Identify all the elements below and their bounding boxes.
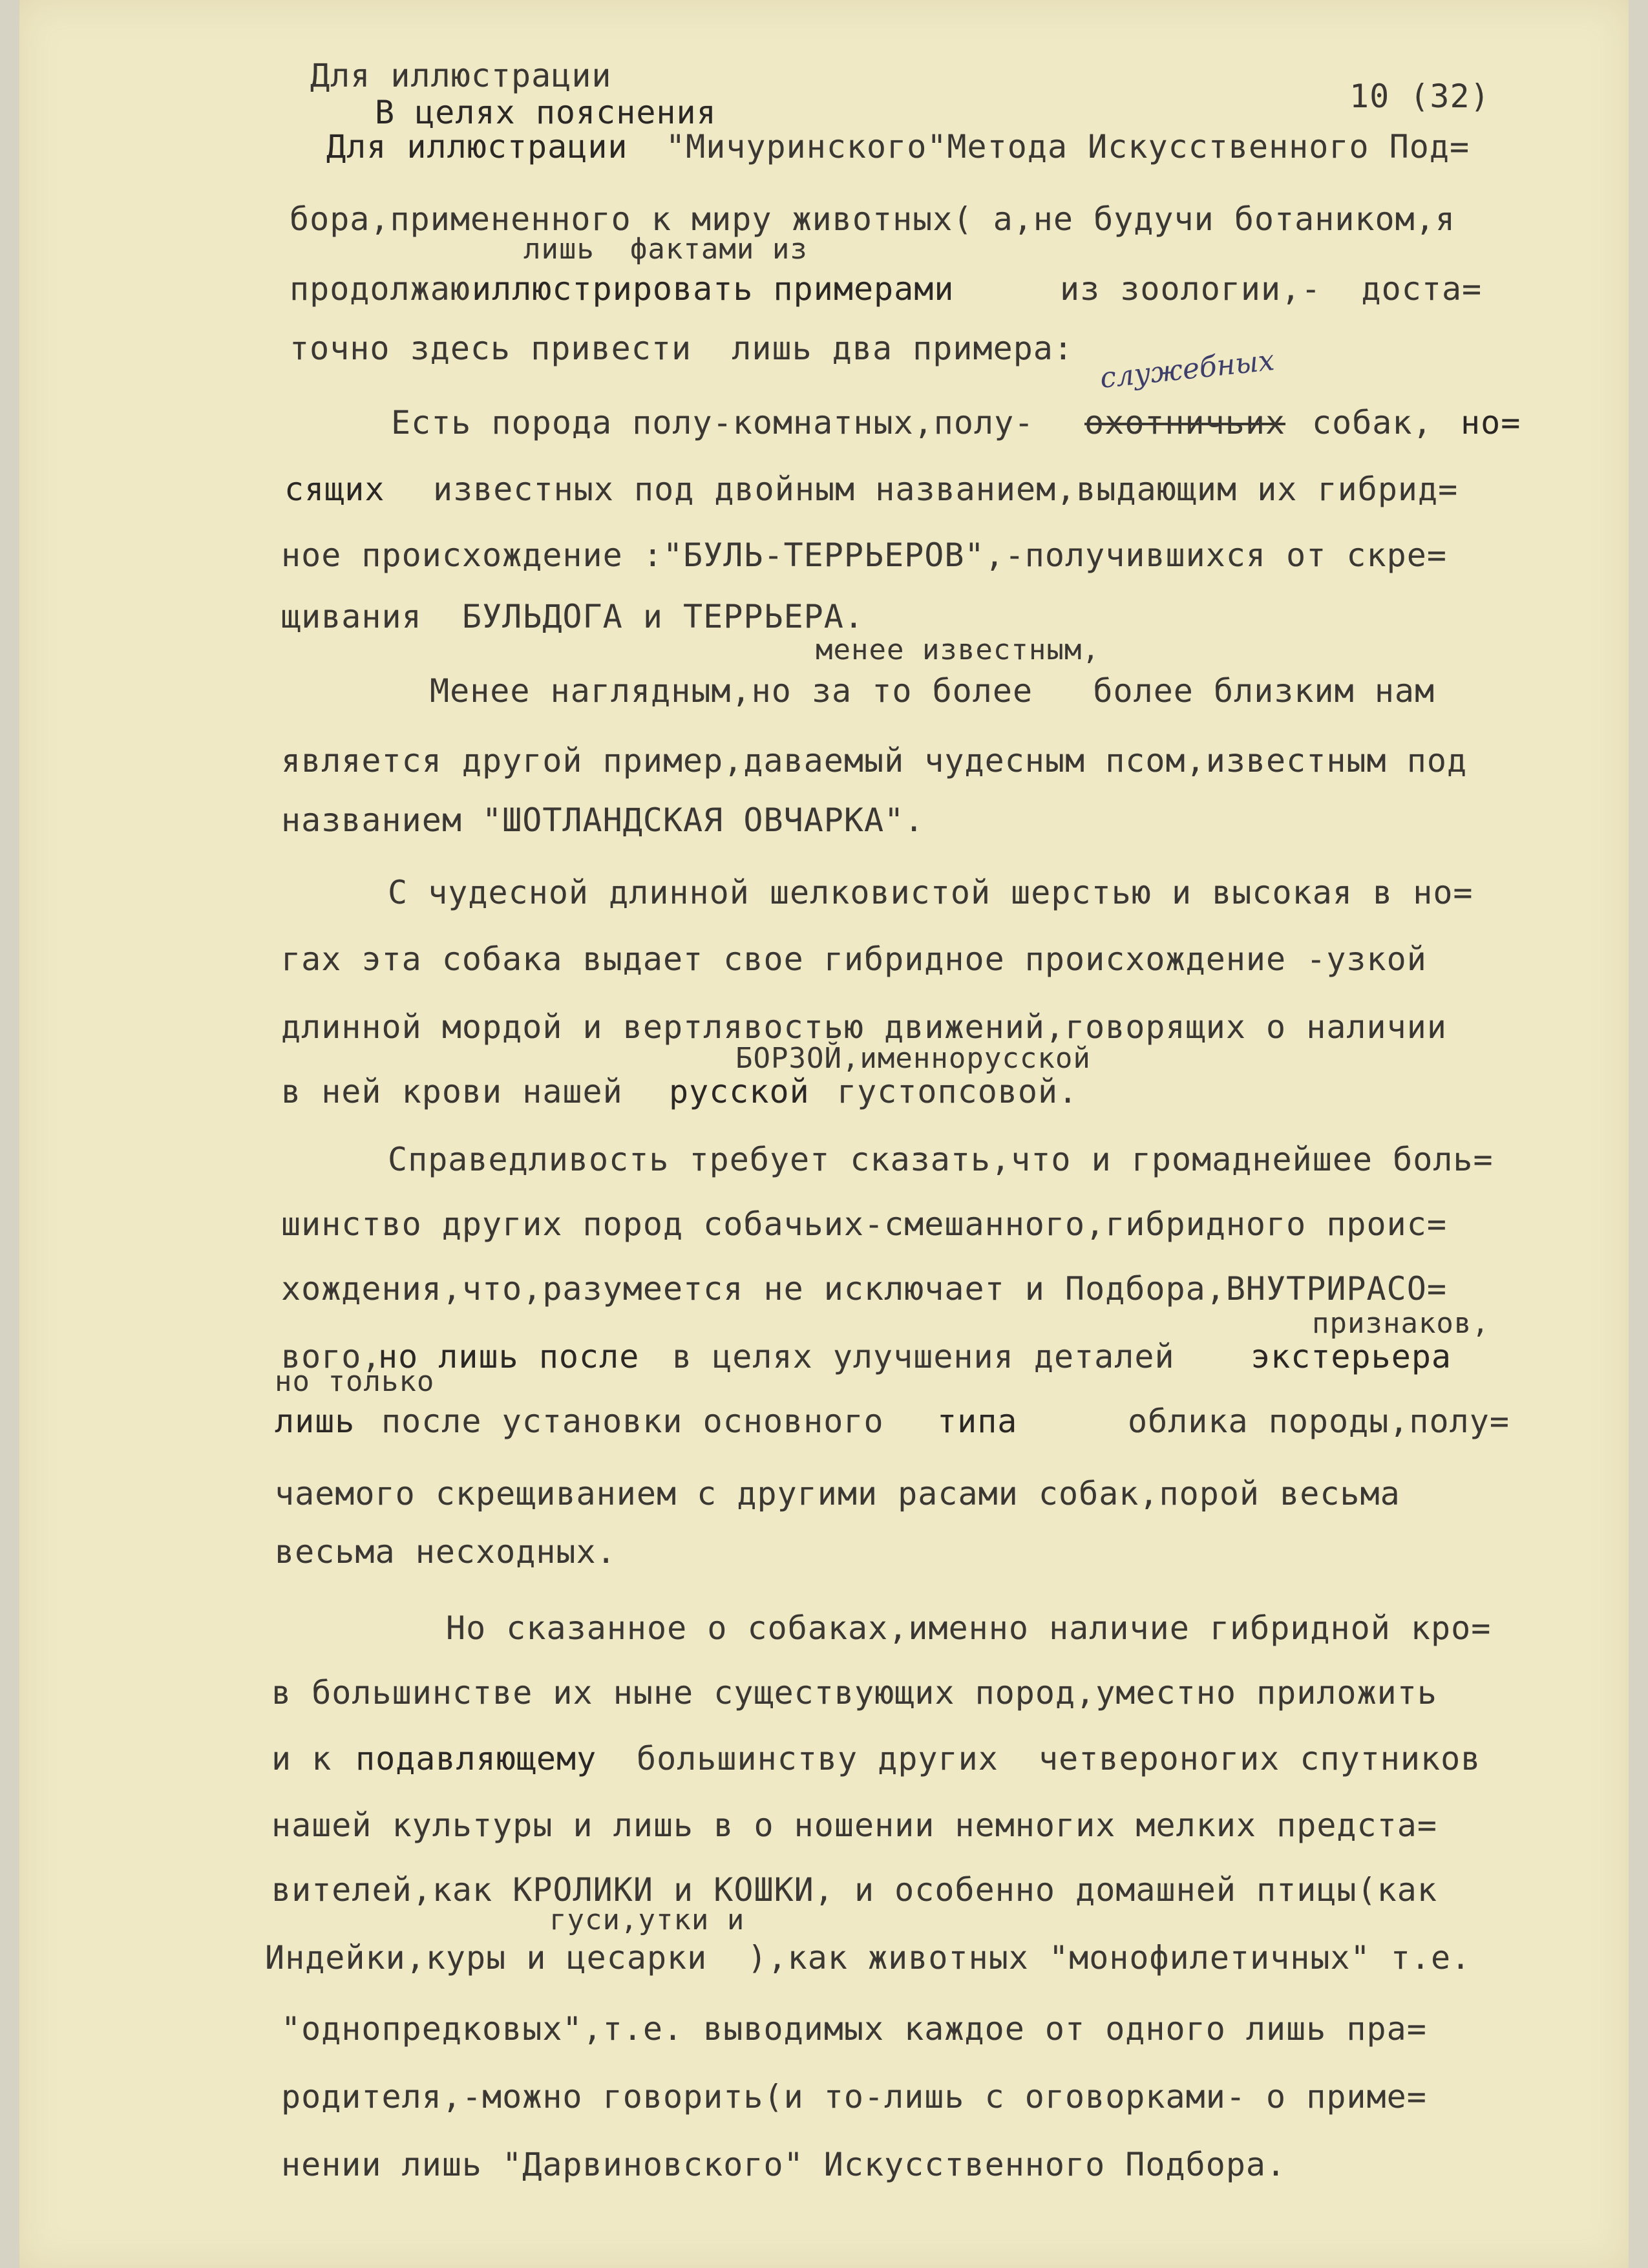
text-line: из зоологии,- доста= bbox=[1060, 270, 1483, 308]
text-line: ное происхождение :"БУЛЬ-ТЕРРЬЕРОВ",-получившихся от скре= bbox=[281, 536, 1447, 574]
text-line: хождения,что,разумеется не исключает и Подбора,ВНУТРИРАСО= bbox=[281, 1270, 1447, 1308]
overtyped-text: сящих bbox=[284, 471, 385, 508]
text-line: нашей культуры и лишь в о ношении немногих мелких предста= bbox=[271, 1807, 1437, 1844]
overtyped-text: подавляющему bbox=[355, 1740, 597, 1777]
text-line: в ней крови нашей bbox=[281, 1073, 623, 1110]
text-line: большинству других четвероногих спутников bbox=[637, 1740, 1481, 1777]
text-line: продолжаю bbox=[290, 270, 470, 308]
inserted-text: но только bbox=[275, 1365, 435, 1398]
text-line: точно здесь привести лишь два примера: bbox=[290, 330, 1073, 367]
typewritten-page bbox=[19, 0, 1629, 2268]
inserted-text: менее известным, bbox=[816, 633, 1100, 666]
text-line: Есть порода полу-комнатных,полу- bbox=[391, 404, 1035, 441]
overtyped-text: типа bbox=[937, 1403, 1018, 1440]
text-line: родителя,-можно говорить(и то-лишь с оговорками- о приме= bbox=[281, 2078, 1427, 2115]
text-line: в большинстве их ныне существующих пород,уместно приложить bbox=[271, 1674, 1437, 1712]
page-number: 10 (32) bbox=[1349, 78, 1490, 115]
text-line: названием "ШОТЛАНДСКАЯ ОВЧАРКА". bbox=[281, 801, 925, 839]
inserted-text: гуси,утки и bbox=[549, 1903, 745, 1936]
text-line: бора,примененного к миру животных( а,не будучи ботаником,я bbox=[290, 200, 1455, 238]
text-line: "однопредковых",т.е. выводимых каждое от одного лишь пра= bbox=[281, 2010, 1427, 2048]
text-line: вителей,как КРОЛИКИ и КОШКИ, и особенно домашней птицы(как bbox=[271, 1871, 1437, 1909]
inserted-text: лишь фактами из bbox=[523, 233, 808, 266]
text-line: С чудесной длинной шелковистой шерстью и высокая в но= bbox=[388, 874, 1474, 911]
overtyped-text: лишь bbox=[275, 1403, 355, 1440]
struck-text: охотничьих bbox=[1084, 404, 1286, 441]
text-line: вого, bbox=[281, 1338, 382, 1375]
text-line: чаемого скрещиванием с другими расами собак,порой весьма bbox=[275, 1475, 1400, 1512]
overtyped-text: экстерьера bbox=[1251, 1338, 1452, 1375]
text-line: нении лишь "Дарвиновского" Искусственного Подбора. bbox=[281, 2146, 1287, 2183]
overtyped-text: русской bbox=[669, 1073, 810, 1110]
overtyped-text: но= bbox=[1461, 404, 1521, 441]
text-line: щивания БУЛЬДОГА и ТЕРРЬЕРА. bbox=[281, 598, 864, 635]
inserted-text: признаков, bbox=[1312, 1307, 1490, 1340]
text-line: является другой пример,даваемый чудесным псом,известным под bbox=[281, 742, 1468, 779]
text-line: и к bbox=[271, 1740, 332, 1777]
text-line: известных под двойным названием,выдающим их гибрид= bbox=[433, 471, 1459, 508]
overtyped-text: но лишь после bbox=[378, 1338, 640, 1375]
text-line: шинство других пород собачьих-смешанного,гибридного проис= bbox=[281, 1205, 1447, 1243]
text-line: собак, bbox=[1312, 404, 1433, 441]
text-line: Но сказанное о собаках,именно наличие гибридной кро= bbox=[446, 1609, 1492, 1647]
header-line-3: Для иллюстрации bbox=[326, 128, 628, 165]
text-line: густопсовой. bbox=[837, 1073, 1079, 1110]
text-line: весьма несходных. bbox=[275, 1533, 617, 1571]
header-line-2: В целях пояснения bbox=[375, 94, 717, 131]
header-line-1: Для иллюстрации bbox=[310, 57, 612, 94]
overtyped-text: иллюстрировать примерами bbox=[472, 270, 955, 308]
text-line: Справедливость требует сказать,что и громаднейшее боль= bbox=[388, 1141, 1494, 1178]
text-line: гах эта собака выдает свое гибридное происхождение -узкой bbox=[281, 940, 1427, 978]
text-line: Индейки,куры и цесарки ),как животных "монофилетичных" т.е. bbox=[265, 1939, 1472, 1977]
text-line: облика породы,полу= bbox=[1128, 1403, 1510, 1440]
text-line: Менее наглядным,но за то более более близким нам bbox=[430, 672, 1435, 710]
text-line: после установки основного bbox=[381, 1403, 884, 1440]
inserted-text: БОРЗОЙ,именнорусской bbox=[735, 1042, 1091, 1075]
handwritten-insertion: служебных bbox=[1098, 343, 1276, 395]
text-line: длинной мордой и вертлявостью движений,говорящих о наличии bbox=[281, 1008, 1447, 1046]
text-line: "Мичуринского"Метода Искусственного Под= bbox=[666, 128, 1470, 165]
text-line: в целях улучшения деталей bbox=[672, 1338, 1175, 1375]
